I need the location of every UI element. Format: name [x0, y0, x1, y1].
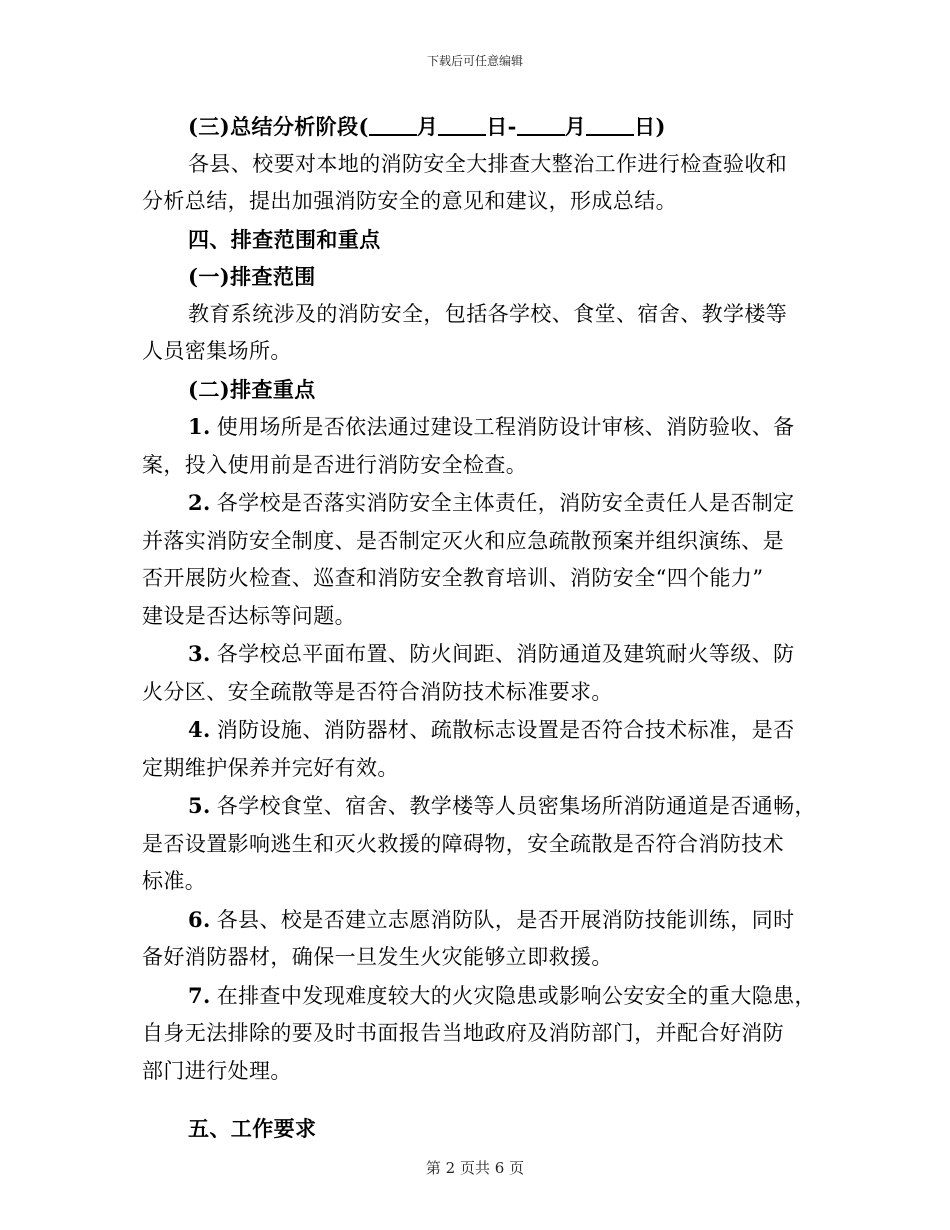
page-number: 第 2 页共 6 页 — [425, 1159, 525, 1177]
summary-stage-heading: (三)总结分析阶段( 月 日- 月 日) — [188, 114, 666, 139]
document-body — [142, 108, 816, 1148]
list-item-line: 并落实消防安全制度、是否制定灭火和应急疏散预案并组织演练、是 — [142, 528, 784, 553]
blank-line — [369, 116, 417, 136]
list-item-line: 建设是否达标等问题。 — [142, 603, 356, 628]
list-item: 2. 各学校是否落实消防安全主体责任，消防安全责任人是否制定 — [188, 490, 795, 515]
section-heading: 四、排查范围和重点 — [188, 226, 381, 252]
list-item: 4. 消防设施、消防器材、疏散标志设置是否符合技术标准，是否 — [188, 717, 795, 742]
section-heading: 五、工作要求 — [188, 1116, 317, 1141]
list-item: 1. 使用场所是否依法通过建设工程消防设计审核、消防验收、备 — [188, 414, 795, 439]
list-item: 7. 在排查中发现难度较大的火灾隐患或影响公安安全的重大隐患， — [188, 982, 816, 1008]
blank-line — [586, 116, 634, 136]
paragraph-line: 各县、校要对本地的消防安全大排查大整治工作进行检查验收和 — [188, 151, 788, 176]
blank-line — [438, 116, 486, 136]
subsection-heading: (二)排查重点 — [188, 376, 316, 402]
list-item-line: 备好消防器材，确保一旦发生火灾能够立即救援。 — [142, 945, 613, 969]
subsection-heading: (一)排查范围 — [188, 264, 316, 289]
header-note: 下载后可任意编辑 — [426, 54, 523, 68]
list-item-line: 定期维护保养并完好有效。 — [142, 755, 399, 780]
list-item-line: 案，投入使用前是否进行消防安全检查。 — [142, 452, 528, 477]
list-item-line: 自身无法排除的要及时书面报告当地政府及消防部门，并配合好消防 — [142, 1021, 784, 1045]
list-item-line: 火分区、安全疏散等是否符合消防技术标准要求。 — [142, 679, 613, 704]
list-item: 6. 各县、校是否建立志愿消防队，是否开展消防技能训练，同时 — [188, 906, 795, 932]
list-item-line: 是否设置影响逃生和灭火救援的障碍物，安全疏散是否符合消防技术 — [142, 831, 784, 856]
paragraph-line: 教育系统涉及的消防安全，包括各学校、食堂、宿舍、教学楼等 — [188, 301, 788, 326]
list-item: 5. 各学校食堂、宿舍、教学楼等人员密集场所消防通道是否通畅， — [188, 793, 816, 818]
list-item: 3. 各学校总平面布置、防火间距、消防通道及建筑耐火等级、防 — [188, 641, 795, 666]
paragraph-line: 分析总结，提出加强消防安全的意见和建议，形成总结。 — [142, 189, 677, 213]
paragraph-line: 人员密集场所。 — [142, 339, 292, 363]
list-item-line: 否开展防火检查、巡查和消防安全教育培训、消防安全“四个能力” — [142, 566, 764, 590]
list-item-line: 部门进行处理。 — [142, 1058, 292, 1083]
list-item-line: 标准。 — [142, 869, 207, 893]
blank-line — [517, 116, 565, 136]
